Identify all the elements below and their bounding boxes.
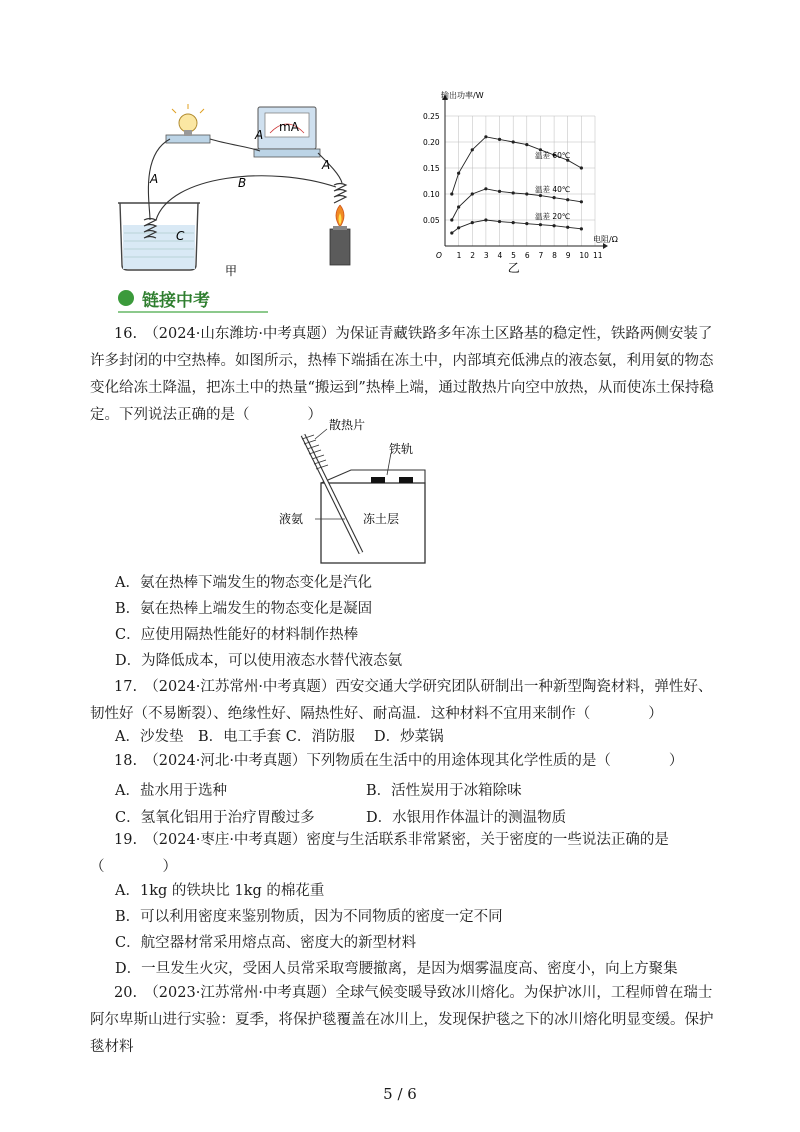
data-point [566,226,569,229]
data-point [552,224,555,227]
q18-option-c: C．氢氧化铝用于治疗胃酸过多 [115,810,315,826]
x-tick-label: 10 [579,251,589,260]
data-point [484,135,487,138]
q19-option-c: C．航空器材常采用熔点高、密度大的新型材料 [115,935,417,951]
y-tick-label: 0.15 [423,164,440,173]
x-tick-label: 7 [538,251,544,260]
data-point [580,166,583,169]
wire-label-a-left: A [150,172,159,186]
x-tick-label: 9 [565,251,571,260]
wire-label-a-right: A [322,158,331,172]
wire-label-a-top: A [255,128,264,142]
banner-underline [118,311,268,313]
figure-jia-caption: 甲 [225,264,238,278]
label-heat-fins: 散热片 [329,418,366,432]
label-rail: 铁轨 [389,442,414,456]
alcohol-lamp-illustration [330,205,350,265]
data-point [552,196,555,199]
q20-stem: 20. （2023·江苏常州·中考真题）全球气候变暖导致冰川熔化。为保护冰川，工程师曾在瑞士阿尔卑斯山进行实验：夏季，将保护毯覆盖在冰川上，发现保护毯之下的冰川熔化明显变缓。保护毯材料 [90,985,714,1055]
data-point [525,192,528,195]
data-point [450,218,453,221]
data-point [512,221,515,224]
q19-option-b: B．可以利用密度来鉴别物质，因为不同物质的密度一定不同 [115,909,503,925]
q19-option-d: D．一旦发生火灾，受困人员常采取弯腰撤离，是因为烟雾温度高、密度小，向上方聚集 [115,961,678,977]
q16-option-c: C．应使用隔热性能好的材料制作热棒 [115,627,359,643]
q19-option-a: A．1kg 的铁块比 1kg 的棉花重 [115,883,325,899]
q16-figure [275,415,445,567]
series-label: 温差 20℃ [535,211,571,221]
data-point [471,221,474,224]
x-tick-label: 6 [524,251,530,260]
page-number: 5 / 6 [383,1085,417,1103]
data-point [512,140,515,143]
x-axis-label: 电阻/Ω [593,235,618,244]
x-tick-label: 3 [483,251,489,260]
meter-unit-label: mA [279,120,299,134]
wire-label-b: B [238,176,247,190]
y-tick-label: 0.20 [423,138,440,147]
lamp-illustration [166,104,210,143]
q17-options: A．沙发垫 B．电工手套 C．消防服 D．炒菜锅 [115,729,444,745]
y-tick-label: 0.25 [423,112,440,121]
x-tick-label: 4 [497,251,503,260]
x-tick-label: 1 [456,251,462,260]
data-point [512,191,515,194]
data-point [471,192,474,195]
q16-stem: 16. （2024·山东潍坊·中考真题）为保证青藏铁路多年冻土区路基的稳定性，铁路两侧安装了许多封闭的中空热棒。如图所示，热棒下端插在冻土中，内部填充低沸点的液态氨，利用氨的物态变化给冻土降温，把冻土中的热量“搬运到”热棒上端，通过散热片向空中放热，从而使冻土保持稳定。下列说法正确的是（ ） [90,326,714,423]
q17-stem: 17. （2024·江苏常州·中考真题）西安交通大学研究团队研制出一种新型陶瓷材料，弹性好、韧性好（不易断裂）、绝缘性好、隔热性好、耐高温．这种材料不宜用来制作（ ） [90,679,713,722]
section-banner [118,286,268,312]
data-point [457,172,460,175]
data-point [484,218,487,221]
x-tick-label: 5 [511,251,516,260]
data-point [450,231,453,234]
figure-jia [110,95,370,285]
q16-option-a: A．氨在热棒下端发生的物态变化是汽化 [115,575,372,591]
data-point [457,205,460,208]
data-point [525,222,528,225]
data-point [525,143,528,146]
figure-yi-chart [415,88,618,288]
data-point [539,223,542,226]
q18-stem: 18. （2024·河北·中考真题）下列物质在生活中的用途体现其化学性质的是（ ） [114,753,684,769]
x-tick-label: O [436,251,442,260]
x-tick-label: 2 [470,251,476,260]
data-point [498,220,501,223]
y-tick-label: 0.10 [423,190,440,199]
data-point [539,194,542,197]
q16-option-b: B．氨在热棒上端发生的物态变化是凝固 [115,601,373,617]
y-tick-label: 0.05 [423,216,440,225]
data-point [498,138,501,141]
wire-label-c: C [176,229,185,243]
ammeter-illustration [254,107,320,157]
data-point [457,226,460,229]
series-label: 温差 60℃ [535,151,571,160]
data-point [471,148,474,151]
data-point [498,190,501,193]
banner-dot-icon [118,290,134,306]
y-axis-label: 输出功率/W [441,91,484,100]
data-point [450,192,453,195]
data-point [580,200,583,203]
label-liquid-ammonia: 液氨 [279,512,304,526]
q18-option-a: A．盐水用于选种 [115,783,227,799]
section-banner-title: 链接中考 [142,291,210,311]
data-point [566,198,569,201]
x-tick-label: 11 [593,251,603,260]
q19-stem: 19. （2024·枣庄·中考真题）密度与生活联系非常紧密，关于密度的一些说法正确的是（ ） [90,832,669,875]
q18-option-d: D．水银用作体温计的测温物质 [366,810,567,826]
series-label: 温差 40℃ [535,184,571,194]
data-point [580,227,583,230]
q18-option-b: B．活性炭用于冰箱除味 [366,783,522,799]
data-point [484,187,487,190]
x-tick-label: 8 [552,251,557,260]
label-frozen-soil: 冻土层 [363,512,400,526]
figure-yi-caption: 乙 [507,261,520,275]
q16-option-d: D．为降低成本，可以使用液态水替代液态氨 [115,653,403,669]
